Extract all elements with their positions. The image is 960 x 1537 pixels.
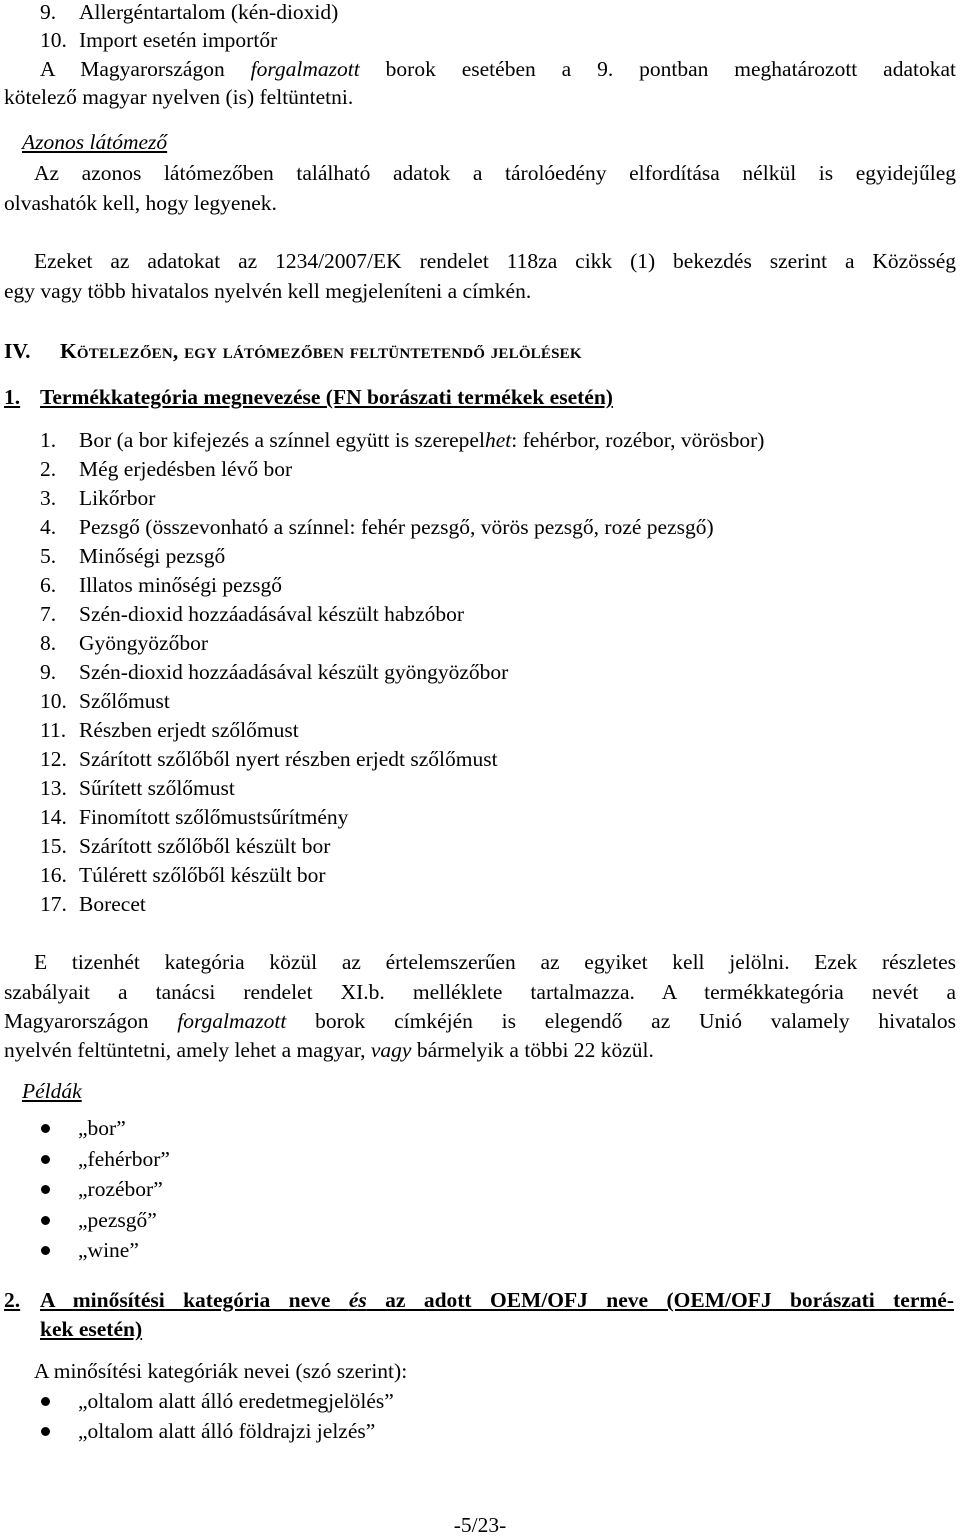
category-label: Finomított szőlőmustsűrítmény bbox=[79, 805, 349, 829]
category-number: 15. bbox=[40, 834, 67, 858]
category-number: 14. bbox=[40, 805, 67, 829]
category-number: 4. bbox=[40, 515, 57, 539]
paragraph-line: A minősítési kategóriák nevei (szó szerint): bbox=[34, 1359, 408, 1383]
category-number: 3. bbox=[40, 486, 57, 510]
paragraph-line: szabályait a tanácsi rendelet XI.b. melléklete tartalmazza. A termékkategória nevét a bbox=[4, 980, 956, 1004]
category-label: Sűrített szőlőmust bbox=[79, 776, 235, 800]
category-number: 13. bbox=[40, 776, 67, 800]
category-number: 16. bbox=[40, 863, 67, 887]
category-number: 17. bbox=[40, 892, 67, 916]
qualification-item: „oltalom alatt álló eredetmegjelölés” bbox=[78, 1389, 394, 1413]
paragraph-line: olvashatók kell, hogy legyenek. bbox=[4, 191, 277, 215]
category-item bbox=[0, 657, 960, 687]
category-item bbox=[0, 802, 960, 832]
paragraph-line: egy vagy több hivatalos nyelvén kell megjeleníteni a címkén. bbox=[4, 279, 532, 303]
category-label: Túlérett szőlőből készült bor bbox=[79, 863, 326, 887]
category-label: Szén-dioxid hozzáadásával készült habzóbor bbox=[79, 602, 465, 626]
bullet-icon bbox=[41, 1246, 50, 1255]
category-label: Pezsgő (összevonható a színnel: fehér pezsgő, vörös pezsgő, rozé pezsgő) bbox=[79, 515, 714, 539]
bullet-icon bbox=[41, 1397, 50, 1406]
category-item bbox=[0, 715, 960, 745]
subheading: Példák bbox=[22, 1079, 82, 1103]
category-item bbox=[0, 541, 960, 571]
category-item bbox=[0, 744, 960, 774]
paragraph-line: E tizenhét kategória közül az értelemszerűen az egyiket kell jelölni. Ezek részletes bbox=[34, 950, 956, 974]
category-item bbox=[0, 686, 960, 716]
category-item bbox=[0, 570, 960, 600]
paragraph-line: Magyarországon forgalmazott borok címkéjén is elegendő az Unió valamely hivatalos bbox=[4, 1009, 957, 1033]
category-label: Szőlőmust bbox=[79, 689, 170, 713]
category-label: Szárított szőlőből készült bor bbox=[79, 834, 331, 858]
example-item: „rozébor” bbox=[78, 1177, 163, 1201]
category-label: Minőségi pezsgő bbox=[79, 544, 226, 568]
bullet-icon bbox=[41, 1155, 50, 1164]
category-number: 1. bbox=[40, 428, 57, 452]
category-number: 5. bbox=[40, 544, 57, 568]
example-item: „pezsgő” bbox=[78, 1207, 157, 1232]
paragraph-line: Az azonos látómezőben található adatok a tárolóedény elfordítása nélkül is egyidejűleg bbox=[34, 161, 956, 185]
category-label: Bor (a bor kifejezés a színnel együtt is szerepelhet: fehérbor, rozébor, vörösbor) bbox=[79, 428, 765, 452]
bullet-icon bbox=[41, 1216, 50, 1225]
category-label: Likőrbor bbox=[79, 486, 156, 510]
category-number: 8. bbox=[40, 631, 57, 655]
category-number: 6. bbox=[40, 573, 57, 597]
category-item bbox=[0, 599, 960, 629]
example-item: „fehérbor” bbox=[78, 1146, 170, 1171]
bullet-icon bbox=[41, 1124, 50, 1133]
category-number: 2. bbox=[40, 457, 57, 481]
bullet-icon bbox=[41, 1427, 50, 1436]
category-number: 12. bbox=[40, 747, 67, 771]
paragraph-line: kötelező magyar nyelven (is) feltüntetni. bbox=[4, 85, 354, 109]
category-label: Részben erjedt szőlőmust bbox=[79, 718, 299, 742]
paragraph-line: A Magyarországon forgalmazott borok esetében a 9. pontban meghatározott adatokat bbox=[40, 57, 956, 81]
category-item bbox=[0, 512, 960, 542]
category-item bbox=[0, 483, 960, 513]
category-item bbox=[0, 831, 960, 861]
subsection-heading: 1. Termékkategória megnevezése (FN borászati termékek esetén) bbox=[4, 385, 613, 409]
page-number: -5/23- bbox=[453, 1513, 507, 1537]
category-label: Szén-dioxid hozzáadásával készült gyöngyözőbor bbox=[79, 660, 509, 684]
category-item bbox=[0, 425, 960, 455]
category-label: Borecet bbox=[79, 892, 146, 916]
qualification-item: „oltalom alatt álló földrajzi jelzés” bbox=[78, 1419, 376, 1443]
category-number: 7. bbox=[40, 602, 57, 626]
subsection-number: 2. bbox=[4, 1288, 21, 1312]
subheading: Azonos látómező bbox=[22, 130, 168, 154]
category-item bbox=[0, 773, 960, 803]
list-item: 10. Import esetén importőr bbox=[40, 28, 278, 52]
subsection-heading-line2: kek esetén) bbox=[40, 1317, 143, 1341]
category-item bbox=[0, 889, 960, 919]
category-label: Még erjedésben lévő bor bbox=[79, 457, 293, 481]
category-number: 11. bbox=[40, 718, 67, 742]
subsection-heading: A minősítési kategória neve és az adott OEM/OFJ neve (OEM/OFJ borászati termé- bbox=[40, 1288, 954, 1312]
paragraph-line: nyelvén feltüntetni, amely lehet a magyar, vagy bármelyik a többi 22 közül. bbox=[4, 1038, 654, 1062]
paragraph-line: Ezeket az adatokat az 1234/2007/EK rendelet 118za cikk (1) bekezdés szerint a Közösség bbox=[34, 249, 956, 273]
category-item bbox=[0, 860, 960, 890]
category-item bbox=[0, 628, 960, 658]
bullet-icon bbox=[41, 1185, 50, 1194]
example-item: „wine” bbox=[78, 1238, 139, 1262]
list-item: 9. Allergéntartalom (kén-dioxid) bbox=[40, 0, 339, 24]
category-label: Gyöngyözőbor bbox=[79, 631, 208, 655]
category-label: Szárított szőlőből nyert részben erjedt szőlőmust bbox=[79, 747, 498, 771]
category-item bbox=[0, 454, 960, 484]
section-heading: IV. Kötelezően, egy látómezőben feltüntetendő jelölések bbox=[4, 339, 582, 363]
category-label: Illatos minőségi pezsgő bbox=[79, 573, 283, 597]
example-item: „bor” bbox=[78, 1116, 126, 1140]
category-number: 10. bbox=[40, 689, 67, 713]
category-number: 9. bbox=[40, 660, 57, 684]
